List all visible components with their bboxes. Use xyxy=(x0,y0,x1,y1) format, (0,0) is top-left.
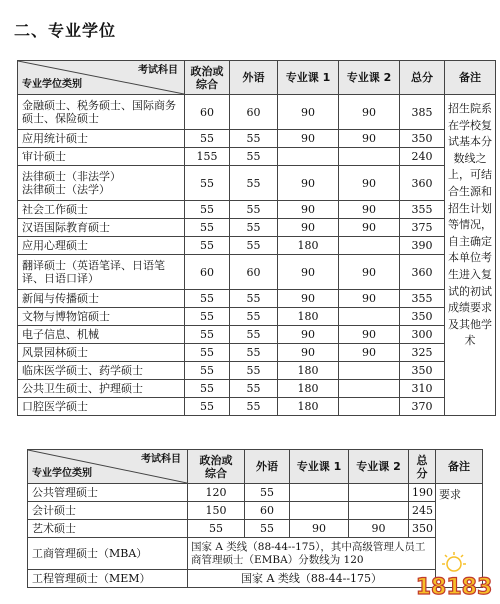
total-score-cell: 350 xyxy=(400,362,445,380)
table-row xyxy=(18,362,496,380)
header-course-1: 专业课 1 xyxy=(278,61,339,95)
diagonal-header-cell xyxy=(18,61,185,95)
course-1-score-cell: 90 xyxy=(278,344,339,362)
foreign-language-score-cell: 55 xyxy=(245,520,290,538)
foreign-language-score-cell: 60 xyxy=(230,255,278,290)
header-foreign-language: 外语 xyxy=(245,450,290,484)
total-score-cell: 190 xyxy=(409,484,436,502)
mba-score-line-cell: 国家 A 类线（88-44--175），其中高级管理人员工商管理硕士（EMBA）分数线为 120 xyxy=(188,538,436,570)
degree-category-cell: 临床医学硕士、药学硕士 xyxy=(18,362,185,380)
course-2-score-cell xyxy=(339,237,400,255)
foreign-language-score-cell: 55 xyxy=(230,326,278,344)
total-score-cell: 350 xyxy=(400,130,445,148)
course-1-score-cell: 180 xyxy=(278,308,339,326)
table-row xyxy=(18,344,496,362)
header-total: 总分 xyxy=(400,61,445,95)
foreign-language-score-cell: 60 xyxy=(245,502,290,520)
header-foreign-language: 外语 xyxy=(230,61,278,95)
table-row xyxy=(18,148,496,166)
foreign-language-score-cell: 55 xyxy=(230,219,278,237)
course-2-score-cell xyxy=(339,362,400,380)
foreign-language-score-cell: 55 xyxy=(245,484,290,502)
foreign-language-score-cell: 55 xyxy=(230,380,278,398)
header-course-2: 专业课 2 xyxy=(349,450,409,484)
course-1-score-cell: 90 xyxy=(278,130,339,148)
total-score-cell: 300 xyxy=(400,326,445,344)
degree-category-cell: 新闻与传播硕士 xyxy=(18,290,185,308)
course-1-score-cell: 90 xyxy=(278,219,339,237)
diagonal-header-cell xyxy=(28,450,188,484)
foreign-language-score-cell: 55 xyxy=(230,344,278,362)
politics-score-cell: 60 xyxy=(185,95,230,130)
course-2-score-cell: 90 xyxy=(339,255,400,290)
site-watermark-logo xyxy=(414,550,494,600)
course-2-score-cell xyxy=(339,398,400,416)
watermark-text: 18183 xyxy=(415,575,493,600)
mem-score-line-cell: 国家 A 类线（88-44--175） xyxy=(188,570,436,588)
header-exam-subjects: 考试科目 xyxy=(141,454,181,465)
course-1-score-cell: 90 xyxy=(278,290,339,308)
foreign-language-score-cell: 55 xyxy=(230,201,278,219)
remarks-cell: 招生院系在学校复试基本分数线之上，可结合生源和招生计划等情况，自主确定本单位考生进入复试的初试成绩要求及其他学术 xyxy=(445,95,496,416)
course-1-score-cell: 90 xyxy=(278,326,339,344)
table-row xyxy=(18,380,496,398)
degree-category-cell: 工程管理硕士（MEM） xyxy=(28,570,188,588)
header-remarks: 备注 xyxy=(436,450,483,484)
degree-category-cell: 法律硕士（非法学） 法律硕士（法学） xyxy=(18,166,185,201)
table-row xyxy=(28,484,483,502)
table-row xyxy=(18,255,496,290)
politics-score-cell: 55 xyxy=(185,326,230,344)
degree-category-cell: 会计硕士 xyxy=(28,502,188,520)
politics-score-cell: 55 xyxy=(185,130,230,148)
degree-category-cell: 艺术硕士 xyxy=(28,520,188,538)
politics-score-cell: 55 xyxy=(185,201,230,219)
course-2-score-cell xyxy=(349,484,409,502)
degree-category-cell: 文物与博物馆硕士 xyxy=(18,308,185,326)
course-1-score-cell: 180 xyxy=(278,380,339,398)
politics-score-cell: 55 xyxy=(185,237,230,255)
total-score-cell: 350 xyxy=(409,520,436,538)
course-1-score-cell: 90 xyxy=(278,255,339,290)
foreign-language-score-cell: 55 xyxy=(230,166,278,201)
header-total: 总分 xyxy=(409,450,436,484)
total-score-cell: 355 xyxy=(400,201,445,219)
foreign-language-score-cell: 55 xyxy=(230,237,278,255)
section-title: 二、专业学位 xyxy=(14,21,117,40)
table-row xyxy=(18,166,496,201)
table-header-row xyxy=(28,450,483,484)
header-politics: 政治或 综合 xyxy=(188,450,245,484)
course-1-score-cell: 180 xyxy=(278,237,339,255)
total-score-cell: 360 xyxy=(400,166,445,201)
foreign-language-score-cell: 55 xyxy=(230,290,278,308)
total-score-cell: 350 xyxy=(400,308,445,326)
degree-category-cell: 金融硕士、税务硕士、国际商务硕士、保险硕士 xyxy=(18,95,185,130)
professional-degree-score-table xyxy=(17,60,496,416)
degree-category-cell: 口腔医学硕士 xyxy=(18,398,185,416)
table-row xyxy=(18,237,496,255)
degree-category-cell: 应用心理硕士 xyxy=(18,237,185,255)
header-politics: 政治或 综合 xyxy=(185,61,230,95)
politics-score-cell: 55 xyxy=(185,398,230,416)
table-row xyxy=(18,308,496,326)
course-2-score-cell: 90 xyxy=(339,166,400,201)
table-row xyxy=(18,130,496,148)
header-degree-category: 专业学位类别 xyxy=(22,79,82,90)
course-2-score-cell: 90 xyxy=(339,95,400,130)
total-score-cell: 310 xyxy=(400,380,445,398)
table-row xyxy=(28,502,483,520)
politics-score-cell: 60 xyxy=(185,255,230,290)
foreign-language-score-cell: 55 xyxy=(230,148,278,166)
total-score-cell: 325 xyxy=(400,344,445,362)
degree-category-cell: 翻译硕士（英语笔译、日语笔译、日语口译） xyxy=(18,255,185,290)
course-1-score-cell: 180 xyxy=(278,398,339,416)
header-course-1: 专业课 1 xyxy=(290,450,349,484)
course-2-score-cell: 90 xyxy=(339,290,400,308)
politics-score-cell: 55 xyxy=(185,308,230,326)
foreign-language-score-cell: 55 xyxy=(230,362,278,380)
politics-score-cell: 55 xyxy=(185,362,230,380)
course-2-score-cell: 90 xyxy=(349,520,409,538)
table-row xyxy=(18,398,496,416)
remarks-cell: 要求 xyxy=(436,484,483,588)
total-score-cell: 385 xyxy=(400,95,445,130)
degree-category-cell: 汉语国际教育硕士 xyxy=(18,219,185,237)
course-1-score-cell: 90 xyxy=(278,95,339,130)
course-1-score-cell xyxy=(278,148,339,166)
politics-score-cell: 55 xyxy=(185,166,230,201)
course-1-score-cell: 180 xyxy=(278,362,339,380)
degree-category-cell: 应用统计硕士 xyxy=(18,130,185,148)
table-row xyxy=(18,201,496,219)
table-row xyxy=(18,326,496,344)
course-1-score-cell: 90 xyxy=(290,520,349,538)
foreign-language-score-cell: 60 xyxy=(230,95,278,130)
total-score-cell: 240 xyxy=(400,148,445,166)
course-2-score-cell: 90 xyxy=(339,201,400,219)
table-row xyxy=(28,520,483,538)
total-score-cell: 390 xyxy=(400,237,445,255)
total-score-cell: 245 xyxy=(409,502,436,520)
course-1-score-cell: 90 xyxy=(278,166,339,201)
degree-category-cell: 风景园林硕士 xyxy=(18,344,185,362)
politics-score-cell: 150 xyxy=(188,502,245,520)
header-remarks: 备注 xyxy=(445,61,496,95)
course-2-score-cell: 90 xyxy=(339,326,400,344)
politics-score-cell: 55 xyxy=(185,344,230,362)
course-1-score-cell xyxy=(290,502,349,520)
politics-score-cell: 55 xyxy=(185,290,230,308)
politics-score-cell: 55 xyxy=(188,520,245,538)
table-row xyxy=(18,95,496,130)
total-score-cell: 375 xyxy=(400,219,445,237)
table-row xyxy=(18,290,496,308)
degree-category-cell: 公共卫生硕士、护理硕士 xyxy=(18,380,185,398)
total-score-cell: 370 xyxy=(400,398,445,416)
course-2-score-cell: 90 xyxy=(339,130,400,148)
course-2-score-cell: 90 xyxy=(339,344,400,362)
foreign-language-score-cell: 55 xyxy=(230,130,278,148)
header-degree-category: 专业学位类别 xyxy=(32,468,92,479)
table-row xyxy=(18,219,496,237)
degree-category-cell: 社会工作硕士 xyxy=(18,201,185,219)
course-1-score-cell xyxy=(290,484,349,502)
header-course-2: 专业课 2 xyxy=(339,61,400,95)
course-2-score-cell xyxy=(339,308,400,326)
total-score-cell: 360 xyxy=(400,255,445,290)
header-exam-subjects: 考试科目 xyxy=(138,65,178,76)
course-2-score-cell xyxy=(339,380,400,398)
table-header-row xyxy=(18,61,496,95)
degree-category-cell: 公共管理硕士 xyxy=(28,484,188,502)
course-2-score-cell: 90 xyxy=(339,219,400,237)
total-score-cell: 355 xyxy=(400,290,445,308)
politics-score-cell: 55 xyxy=(185,380,230,398)
degree-category-cell: 审计硕士 xyxy=(18,148,185,166)
course-2-score-cell xyxy=(349,502,409,520)
degree-category-cell: 工商管理硕士（MBA） xyxy=(28,538,188,570)
politics-score-cell: 155 xyxy=(185,148,230,166)
degree-category-cell: 电子信息、机械 xyxy=(18,326,185,344)
politics-score-cell: 55 xyxy=(185,219,230,237)
course-2-score-cell xyxy=(339,148,400,166)
foreign-language-score-cell: 55 xyxy=(230,308,278,326)
politics-score-cell: 120 xyxy=(188,484,245,502)
foreign-language-score-cell: 55 xyxy=(230,398,278,416)
course-1-score-cell: 90 xyxy=(278,201,339,219)
